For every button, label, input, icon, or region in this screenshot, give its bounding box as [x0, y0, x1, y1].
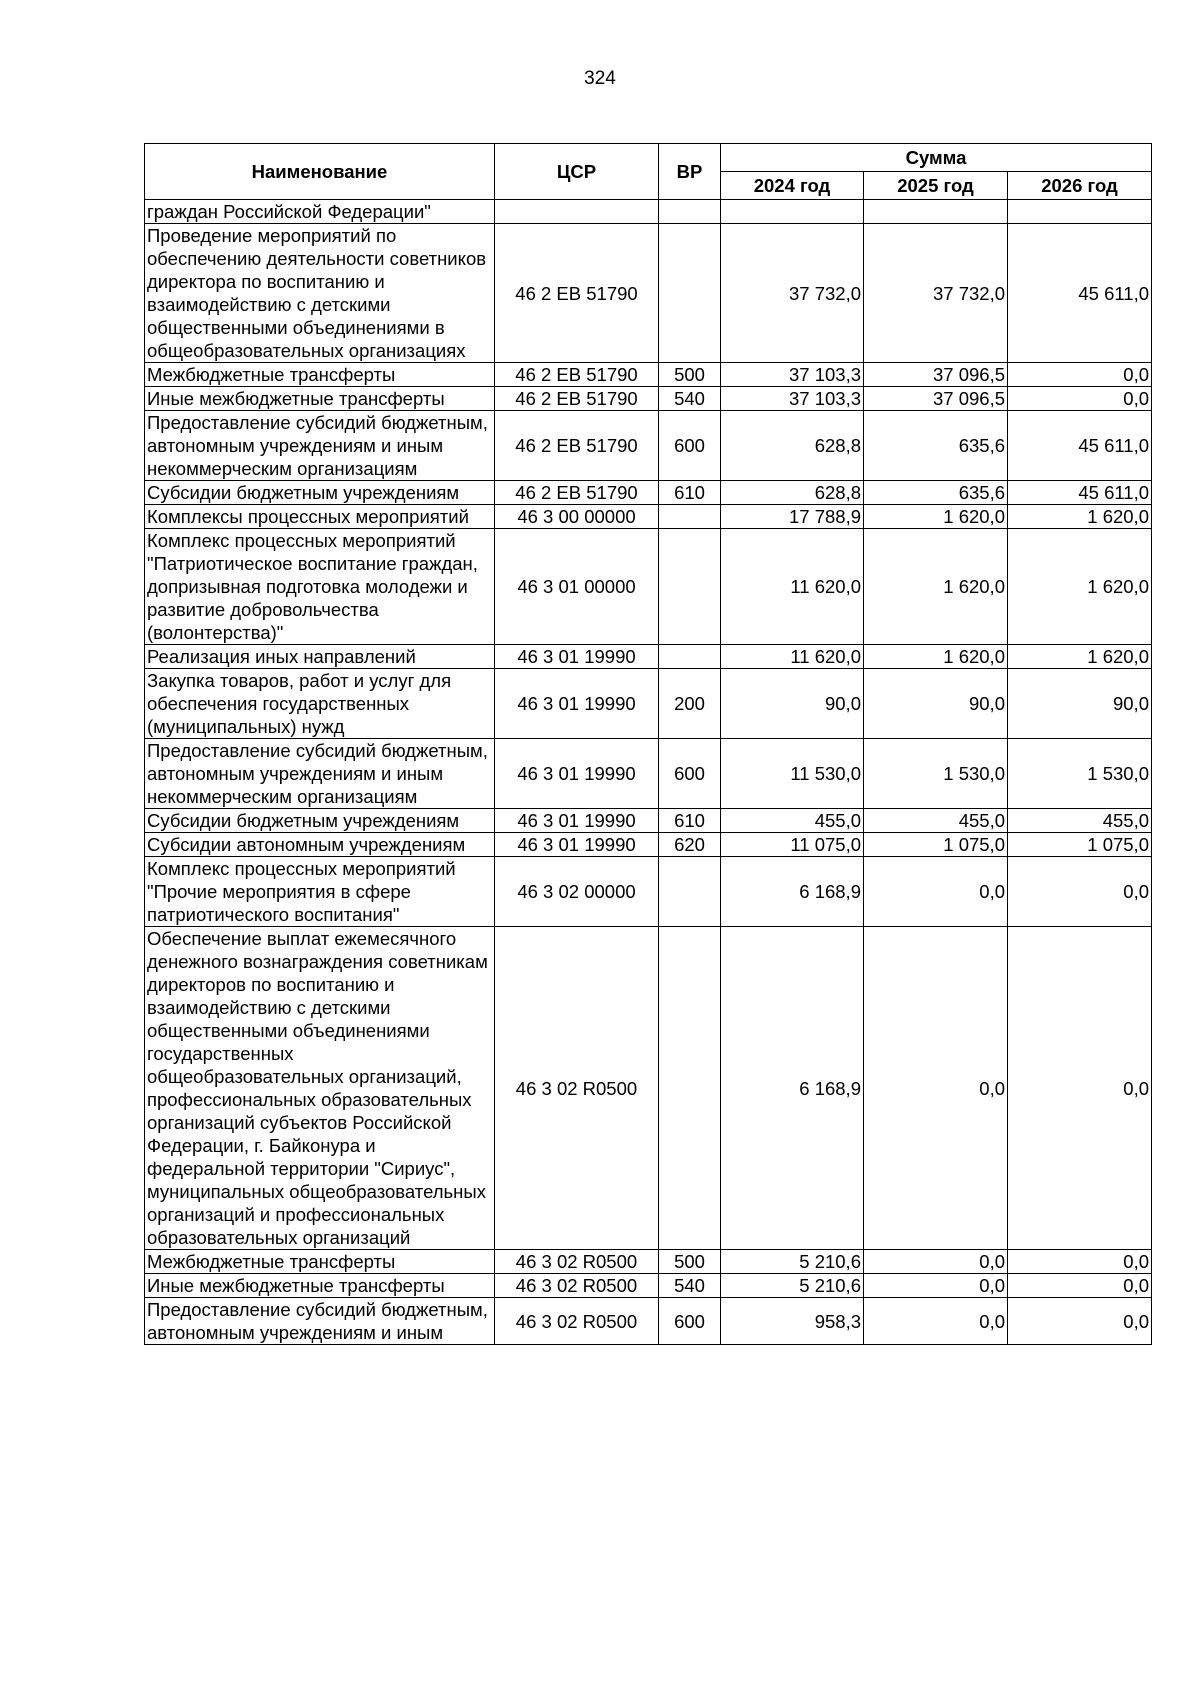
cell-vr: 200	[659, 669, 721, 739]
header-name: Наименование	[145, 144, 495, 200]
cell-vr	[659, 645, 721, 669]
cell-csr: 46 2 EB 51790	[495, 224, 659, 363]
cell-csr: 46 3 02 R0500	[495, 927, 659, 1250]
cell-vr	[659, 224, 721, 363]
cell-sum-2025: 635,6	[864, 481, 1008, 505]
cell-sum-2026: 45 611,0	[1008, 224, 1152, 363]
cell-sum-2026: 1 620,0	[1008, 505, 1152, 529]
cell-sum-2024: 11 620,0	[721, 645, 864, 669]
cell-sum-2026: 0,0	[1008, 363, 1152, 387]
cell-sum-2025	[864, 200, 1008, 224]
cell-vr: 620	[659, 833, 721, 857]
cell-sum-2024: 11 530,0	[721, 739, 864, 809]
table-row	[145, 529, 1152, 645]
table-row	[145, 1274, 1152, 1298]
cell-csr: 46 3 01 19990	[495, 669, 659, 739]
cell-name: Предоставление субсидий бюджетным, автономным учреждениям и иным	[145, 1298, 495, 1345]
cell-vr: 540	[659, 1274, 721, 1298]
table-row	[145, 739, 1152, 809]
cell-csr	[495, 200, 659, 224]
table-row	[145, 809, 1152, 833]
cell-vr: 500	[659, 363, 721, 387]
cell-vr	[659, 200, 721, 224]
cell-csr: 46 3 02 R0500	[495, 1298, 659, 1345]
cell-vr: 600	[659, 411, 721, 481]
cell-sum-2025: 455,0	[864, 809, 1008, 833]
cell-name: Субсидии автономным учреждениям	[145, 833, 495, 857]
cell-sum-2024: 5 210,6	[721, 1274, 864, 1298]
cell-csr: 46 3 02 R0500	[495, 1274, 659, 1298]
table-body	[145, 200, 1152, 1345]
cell-vr: 540	[659, 387, 721, 411]
cell-sum-2024: 5 210,6	[721, 1250, 864, 1274]
cell-vr	[659, 505, 721, 529]
cell-sum-2026: 1 620,0	[1008, 529, 1152, 645]
cell-sum-2025: 1 620,0	[864, 645, 1008, 669]
cell-sum-2025: 37 096,5	[864, 363, 1008, 387]
cell-sum-2026: 0,0	[1008, 1250, 1152, 1274]
cell-sum-2025: 1 620,0	[864, 529, 1008, 645]
cell-name: Субсидии бюджетным учреждениям	[145, 481, 495, 505]
header-vr: ВР	[659, 144, 721, 200]
cell-sum-2024: 6 168,9	[721, 857, 864, 927]
cell-csr: 46 2 EB 51790	[495, 387, 659, 411]
cell-sum-2024: 90,0	[721, 669, 864, 739]
cell-sum-2024: 11 620,0	[721, 529, 864, 645]
cell-name: Иные межбюджетные трансферты	[145, 1274, 495, 1298]
cell-csr: 46 2 EB 51790	[495, 363, 659, 387]
cell-csr: 46 3 01 19990	[495, 739, 659, 809]
table-row	[145, 1250, 1152, 1274]
table-row	[145, 645, 1152, 669]
table-header	[145, 144, 1152, 200]
cell-sum-2025: 90,0	[864, 669, 1008, 739]
header-year-2025: 2025 год	[864, 172, 1008, 200]
cell-name: Предоставление субсидий бюджетным, автономным учреждениям и иным некоммерческим организациям	[145, 411, 495, 481]
cell-sum-2025: 0,0	[864, 1298, 1008, 1345]
cell-name: Межбюджетные трансферты	[145, 1250, 495, 1274]
cell-sum-2026: 90,0	[1008, 669, 1152, 739]
cell-csr: 46 3 02 00000	[495, 857, 659, 927]
cell-sum-2024: 37 103,3	[721, 387, 864, 411]
table-row	[145, 1298, 1152, 1345]
cell-sum-2025: 0,0	[864, 1250, 1008, 1274]
page-number: 324	[584, 68, 616, 89]
cell-vr: 610	[659, 809, 721, 833]
table-row	[145, 387, 1152, 411]
cell-sum-2024: 455,0	[721, 809, 864, 833]
cell-csr: 46 3 01 00000	[495, 529, 659, 645]
cell-sum-2025: 635,6	[864, 411, 1008, 481]
header-sum: Сумма	[721, 144, 1152, 172]
cell-sum-2026: 1 620,0	[1008, 645, 1152, 669]
cell-sum-2025: 37 732,0	[864, 224, 1008, 363]
cell-sum-2025: 1 075,0	[864, 833, 1008, 857]
cell-name: Реализация иных направлений	[145, 645, 495, 669]
cell-sum-2025: 0,0	[864, 857, 1008, 927]
cell-csr: 46 3 01 19990	[495, 645, 659, 669]
cell-name: Проведение мероприятий по обеспечению деятельности советников директора по воспитанию и взаимодействию с детскими общественными объединениями в общеобразовательных организациях	[145, 224, 495, 363]
cell-sum-2026: 45 611,0	[1008, 481, 1152, 505]
table-row	[145, 857, 1152, 927]
table-row	[145, 411, 1152, 481]
cell-csr: 46 2 EB 51790	[495, 481, 659, 505]
cell-vr: 610	[659, 481, 721, 505]
cell-csr: 46 3 01 19990	[495, 833, 659, 857]
cell-sum-2024: 17 788,9	[721, 505, 864, 529]
table-row	[145, 363, 1152, 387]
cell-csr: 46 3 00 00000	[495, 505, 659, 529]
cell-sum-2026: 0,0	[1008, 927, 1152, 1250]
cell-sum-2026: 0,0	[1008, 1274, 1152, 1298]
cell-sum-2026: 1 530,0	[1008, 739, 1152, 809]
table-row	[145, 669, 1152, 739]
cell-sum-2026: 1 075,0	[1008, 833, 1152, 857]
cell-name: Комплекс процессных мероприятий "Прочие мероприятия в сфере патриотического воспитания"	[145, 857, 495, 927]
cell-name: Межбюджетные трансферты	[145, 363, 495, 387]
cell-vr	[659, 529, 721, 645]
cell-sum-2025: 0,0	[864, 1274, 1008, 1298]
table-row	[145, 481, 1152, 505]
cell-sum-2025: 1 530,0	[864, 739, 1008, 809]
cell-csr: 46 2 EB 51790	[495, 411, 659, 481]
cell-sum-2026: 0,0	[1008, 857, 1152, 927]
cell-sum-2024: 11 075,0	[721, 833, 864, 857]
cell-sum-2024: 958,3	[721, 1298, 864, 1345]
cell-vr: 600	[659, 739, 721, 809]
cell-name: Предоставление субсидий бюджетным, автономным учреждениям и иным некоммерческим организациям	[145, 739, 495, 809]
cell-sum-2024: 628,8	[721, 481, 864, 505]
cell-name: Иные межбюджетные трансферты	[145, 387, 495, 411]
cell-sum-2026: 0,0	[1008, 387, 1152, 411]
cell-sum-2026: 455,0	[1008, 809, 1152, 833]
cell-name: Обеспечение выплат ежемесячного денежного вознаграждения советникам директоров по воспитанию и взаимодействию с детскими общественными объединениями государственных общеобразовательных организаций, профессиональных образовательных организаций субъектов Российской Федерации, г. Байконура и федеральной территории "Сириус", муниципальных общеобразовательных организаций и профессиональных образовательных организаций	[145, 927, 495, 1250]
cell-sum-2024: 628,8	[721, 411, 864, 481]
header-year-2024: 2024 год	[721, 172, 864, 200]
cell-sum-2024: 37 103,3	[721, 363, 864, 387]
cell-vr: 500	[659, 1250, 721, 1274]
cell-name: граждан Российской Федерации"	[145, 200, 495, 224]
table-row	[145, 833, 1152, 857]
cell-sum-2026: 45 611,0	[1008, 411, 1152, 481]
budget-table	[144, 143, 1152, 1345]
cell-sum-2026: 0,0	[1008, 1298, 1152, 1345]
cell-name: Закупка товаров, работ и услуг для обеспечения государственных (муниципальных) нужд	[145, 669, 495, 739]
table-row	[145, 505, 1152, 529]
cell-sum-2025: 0,0	[864, 927, 1008, 1250]
cell-sum-2024: 37 732,0	[721, 224, 864, 363]
cell-csr: 46 3 02 R0500	[495, 1250, 659, 1274]
cell-vr: 600	[659, 1298, 721, 1345]
table-row	[145, 200, 1152, 224]
cell-sum-2024	[721, 200, 864, 224]
header-year-2026: 2026 год	[1008, 172, 1152, 200]
cell-sum-2026	[1008, 200, 1152, 224]
cell-sum-2025: 1 620,0	[864, 505, 1008, 529]
table-row	[145, 927, 1152, 1250]
cell-vr	[659, 857, 721, 927]
cell-name: Комплексы процессных мероприятий	[145, 505, 495, 529]
cell-csr: 46 3 01 19990	[495, 809, 659, 833]
cell-sum-2025: 37 096,5	[864, 387, 1008, 411]
cell-name: Субсидии бюджетным учреждениям	[145, 809, 495, 833]
table-row	[145, 224, 1152, 363]
cell-sum-2024: 6 168,9	[721, 927, 864, 1250]
cell-name: Комплекс процессных мероприятий "Патриотическое воспитание граждан, допризывная подготовка молодежи и развитие добровольчества (волонтерства)"	[145, 529, 495, 645]
header-csr: ЦСР	[495, 144, 659, 200]
cell-vr	[659, 927, 721, 1250]
